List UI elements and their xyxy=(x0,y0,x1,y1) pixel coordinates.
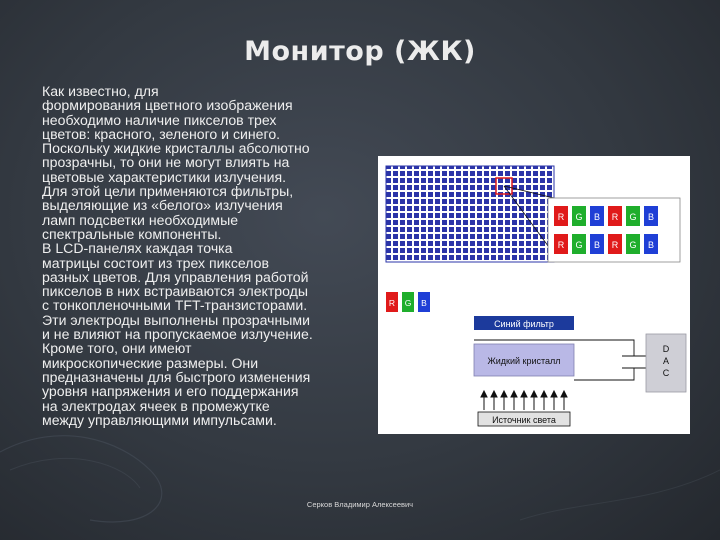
slide-title: Монитор (ЖК) xyxy=(244,36,476,67)
cell-label: R xyxy=(557,240,565,250)
liquid-crystal-label: Жидкий кристалл xyxy=(487,356,561,366)
cell-label: G xyxy=(404,298,412,308)
blue-filter-label: Синий фильтр xyxy=(494,319,554,329)
light-arrows xyxy=(481,391,567,410)
cell-label: B xyxy=(647,240,655,250)
cell-label: B xyxy=(593,240,601,250)
dac-letter: A xyxy=(662,356,670,366)
lcd-diagram xyxy=(378,156,690,434)
light-source-label: Источник света xyxy=(492,415,556,425)
paragraph-lcd-pixels: В LCD-панелях каждая точка матрицы состоит из трех пикселов разных цветов. Для управления работой пикселов в них встраиваются электроды с тонкопленочными TFT-транзисторами. Эти электроды выполнены прозрачными и не влияют на пропускаемое излучение. Кроме того, они имеют микроскопические размеры. Они предназначены для быстрого изменения уровня напряжения и его поддержания на электродах ячеек в промежутке между управляющими импульсами. xyxy=(42,240,313,428)
cell-label: B xyxy=(593,212,601,222)
cell-label: G xyxy=(575,212,583,222)
paragraph-color-filters: Как известно, для формирования цветного изображения необходимо наличие пикселов трех цветов: красного, зеленого и синего. Поскольку жидкие кристаллы абсолютно прозрачны, то они не могут влиять на цветовые характеристики излучения. Для этой цели применяются фильтры, выделяющие из «белого» излучения ламп подсветки необходимые спектральные компоненты. xyxy=(42,83,310,242)
cell-label: G xyxy=(575,240,583,250)
cell-label: R xyxy=(388,298,396,308)
dac-letter: C xyxy=(662,368,670,378)
cell-label: B xyxy=(421,298,427,308)
cell-label: G xyxy=(629,212,637,222)
cell-label: R xyxy=(611,240,619,250)
slide-footer: Серков Владимир Алексеевич xyxy=(306,500,414,509)
electrode-wire xyxy=(574,368,634,380)
cell-label: G xyxy=(629,240,637,250)
cell-label: B xyxy=(647,212,655,222)
cell-label: R xyxy=(557,212,565,222)
pixel-matrix xyxy=(386,166,554,262)
single-rgb-pixel xyxy=(386,292,430,312)
cell-label: R xyxy=(611,212,619,222)
dac-letter: D xyxy=(662,344,670,354)
slide-body xyxy=(42,84,370,427)
lcd-diagram-svg xyxy=(378,156,690,434)
